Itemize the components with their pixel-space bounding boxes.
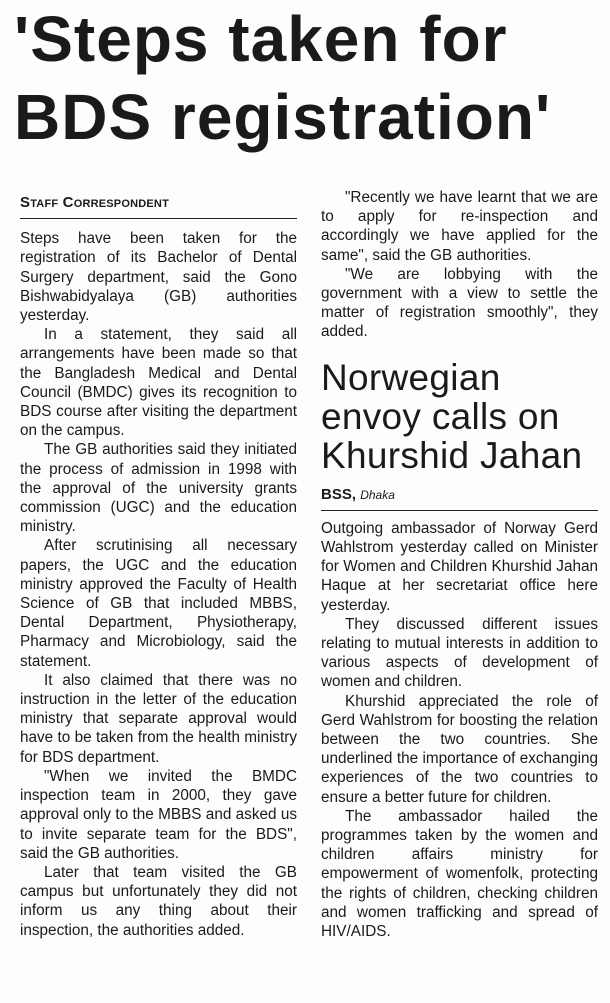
article2-byline-source: BSS, [321,485,357,503]
article1-byline: Staff Correspondent [20,193,297,219]
left-column [20,193,297,940]
article1-paragraph: The GB authorities said they initiated the process of admission in 1998 with the approval of the university grants commission (UGC) and the education ministry. [20,441,297,536]
article2-paragraph: They discussed different issues relating to mutual interests in addition to various aspects of development of women and children. [321,615,598,691]
right-column [321,188,598,941]
article2-byline-location: Dhaka [360,487,395,502]
article2-paragraph: The ambassador hailed the programmes taken by the women and children affairs ministry for empowerment of womenfolk, protecting the rights of children, checking children and women trafficking and spread of HIV/AIDS. [321,807,598,941]
article2-byline [321,485,598,511]
article1-continued-paragraph: "Recently we have learnt that we are to apply for re-inspection and accordingly we have applied for the same", said the GB authorities. [321,189,598,264]
article1-paragraph: Steps have been taken for the registration of its Bachelor of Dental Surgery department, said the Gono Bishwabidyalaya (GB) authorities yesterday. [20,230,297,325]
article1-paragraph: In a statement, they said all arrangements have been made so that the Bangladesh Medical and Dental Council (BMDC) gives its recognition to BDS course after visiting the department on the campus. [20,326,297,440]
article1-continued-paragraph: "We are lobbying with the government with a view to settle the matter of registration smoothly", they added. [321,265,598,341]
article2-headline: Norwegian envoy calls on Khurshid Jahan [321,356,583,476]
article1-paragraph: It also claimed that there was no instruction in the letter of the education ministry that separate approval would have to be taken from the health ministry for BDS department. [20,671,297,766]
article1-paragraph: "When we invited the BMDC inspection team in 2000, they gave approval only to the MBBS and asked us to invite separate team for the BDS", said the GB authorities. [20,767,297,862]
main-headline: 'Steps taken for BDS registration' [14,3,552,153]
article2-paragraph: Outgoing ambassador of Norway Gerd Wahlstrom yesterday called on Minister for Women and Children Khurshid Jahan Haque at her secretariat office here yesterday. [321,519,598,614]
article1-paragraph: After scrutinising all necessary papers, the UGC and the education ministry approved the Faculty of Health Science of GB that included MBBS, Dental Department, Physiotherapy, Pharmacy and Microbiology, said the statement. [20,537,297,670]
article2-paragraph: Khurshid appreciated the role of Gerd Wahlstrom for boosting the relation between the two countries. She underlined the importance of exchanging experiences of the two countries to ensure a better future for children. [321,692,598,806]
article1-paragraph: Later that team visited the GB campus but unfortunately they did not inform us any thing about their inspection, the authorities added. [20,863,297,939]
